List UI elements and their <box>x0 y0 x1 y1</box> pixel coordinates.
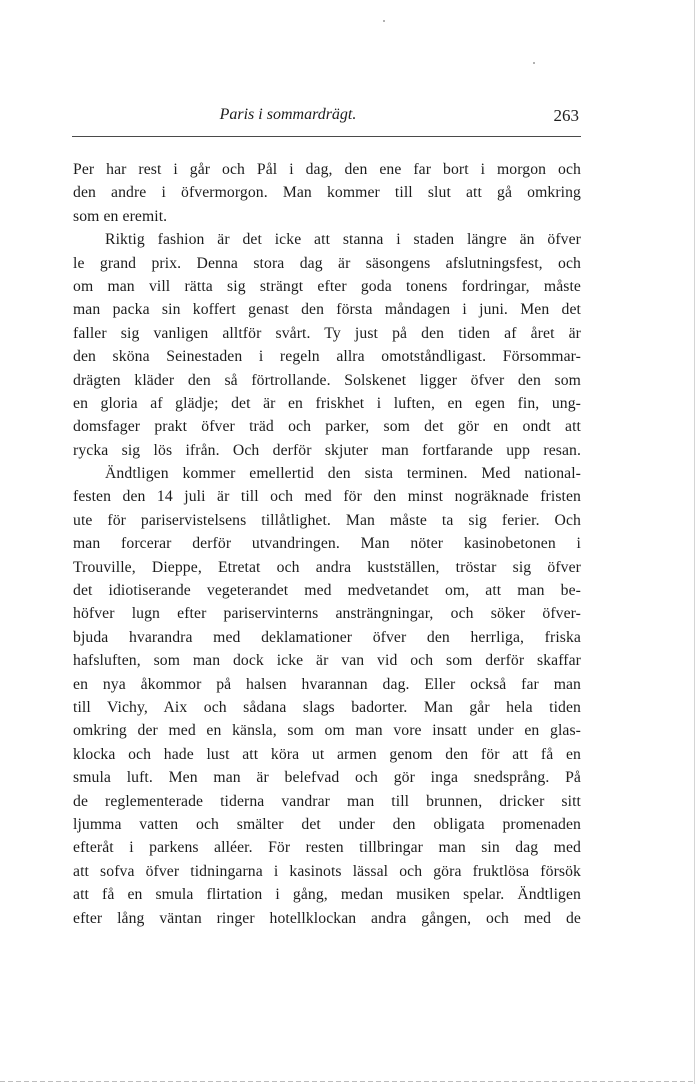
text-line: den andre i öfvermorgon. Man kommer till slut att gå omkring <box>73 184 581 202</box>
text-line: efter lång väntan ringer hotellklockan andra gången, och med de <box>73 909 581 927</box>
text-line: smula luft. Men man är belefvad och gör inga snedsprång. På <box>73 769 581 787</box>
text-line: festen den 14 juli är till och med för den minst nogräknade fristen <box>73 488 581 506</box>
header-rule <box>72 136 581 137</box>
text-line: det idiotiserande vegeterandet med medvetandet om, att man be- <box>73 582 581 600</box>
running-header <box>73 104 581 134</box>
text-line: domsfager prakt öfver träd och parker, som det gör en ondt att <box>73 418 581 436</box>
text-line: höfver lugn efter pariservinterns ansträngningar, och söker öfver- <box>73 605 581 623</box>
text-line: att sofva öfver tidningarna i kasinots lässal och göra fruktlösa försök <box>73 862 581 880</box>
text-line: att få en smula flirtation i gång, medan musiken spelar. Ändtligen <box>73 886 581 904</box>
scan-bottom-edge <box>0 1081 696 1082</box>
text-line: bjuda hvarandra med deklamationer öfver den herrliga, friska <box>73 628 581 646</box>
page-number: 263 <box>553 106 579 125</box>
text-line: Per har rest i går och Pål i dag, den ene far bort i morgon och <box>73 161 581 178</box>
paragraph <box>73 462 581 930</box>
running-title: Paris i sommardrägt. <box>219 106 357 123</box>
text-line: le grand prix. Denna stora dag är säsongens afslutningsfest, och <box>73 254 581 272</box>
text-line: den sköna Seinestaden i regeln allra omotståndligast. Försommar- <box>73 348 581 366</box>
text-line: rycka sig lös ifrån. Och derför skjuter man fortfarande upp resan. <box>73 441 581 459</box>
body-text <box>73 158 581 930</box>
paragraph <box>73 158 581 228</box>
scan-speck <box>533 62 535 64</box>
text-line: drägten kläder den så förtrollande. Solskenet ligger öfver den som <box>73 371 581 389</box>
text-line: omkring der med en känsla, som om man vore insatt under en glas- <box>73 722 581 740</box>
text-line: Riktig fashion är det icke att stanna i staden längre än öfver <box>105 231 581 249</box>
text-line: ute för pariservistelsens tillåtlighet. Man måste ta sig ferier. Och <box>73 511 581 529</box>
text-line: klocka och hade lust att köra ut armen genom den för att få en <box>73 745 581 763</box>
text-line: en gloria af glädje; det är en friskhet i luften, en egen fin, ung- <box>73 394 581 412</box>
text-line: hafsluften, som man dock icke är van vid och som derför skaffar <box>73 652 581 670</box>
scan-edge-line <box>694 0 695 1084</box>
text-line: efteråt i parkens alléer. För resten tillbringar man sin dag med <box>73 839 581 857</box>
paragraph <box>73 228 581 462</box>
text-line: Trouville, Dieppe, Etretat och andra kustställen, tröstar sig öfver <box>73 558 581 576</box>
text-line: faller sig vanligen alltför svårt. Ty just på den tiden af året är <box>73 324 581 342</box>
text-line: de reglementerade tiderna vandrar man till brunnen, dricker sitt <box>73 792 581 810</box>
text-line: om man vill rätta sig strängt efter goda tonens fordringar, måste <box>73 277 581 295</box>
text-line: Ändtligen kommer emellertid den sista terminen. Med national- <box>105 465 581 483</box>
text-line: man forcerar derför utvandringen. Man nöter kasinobetonen i <box>73 535 581 553</box>
text-line: ljumma vatten och smälter det under den obligata promenaden <box>73 815 581 833</box>
scan-speck <box>383 20 385 22</box>
text-line: en nya åkommor på halsen hvarannan dag. Eller också far man <box>73 675 581 693</box>
text-line: som en eremit. <box>73 207 168 225</box>
text-line: man packa sin koffert genast den första måndagen i juni. Men det <box>73 301 581 319</box>
text-line: till Vichy, Aix och sådana slags badorter. Man går hela tiden <box>73 698 581 716</box>
